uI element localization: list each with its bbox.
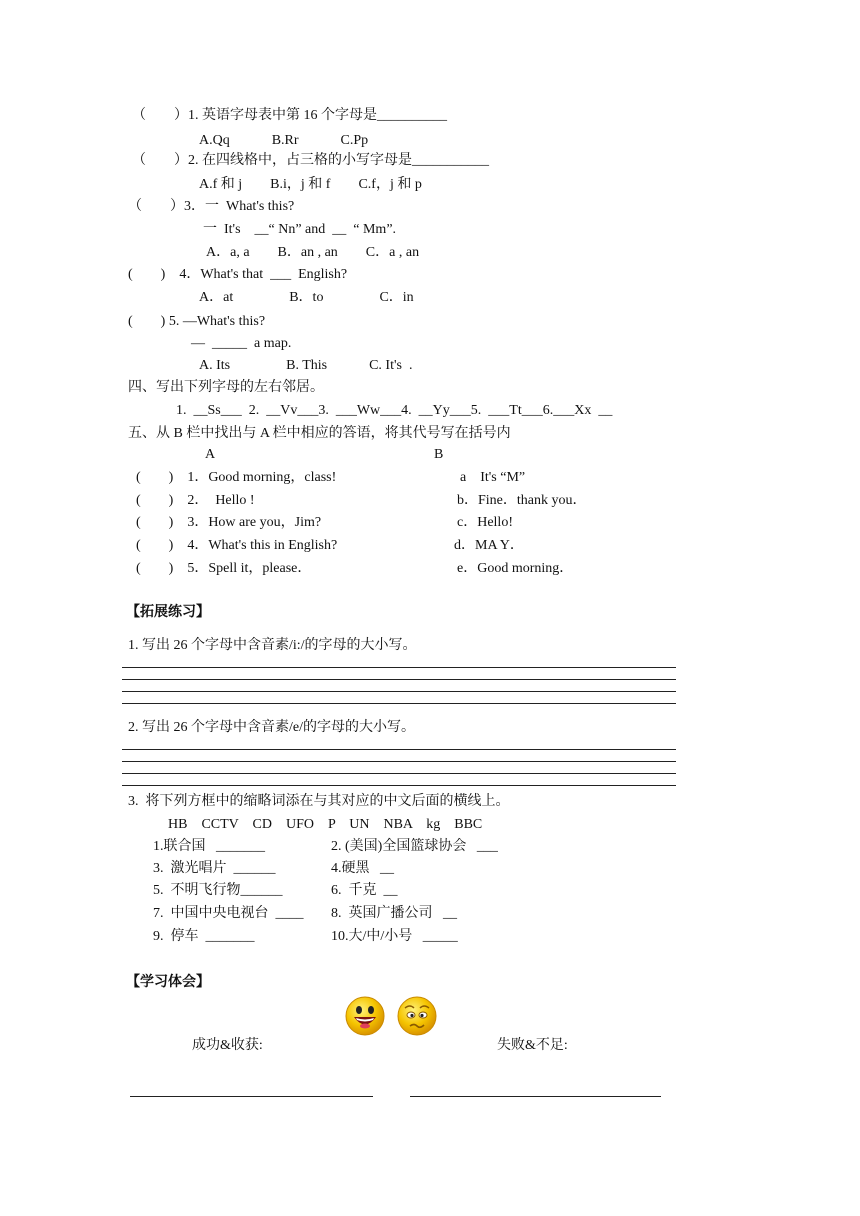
pair-left-4: 7. 中国中央电视台 ____	[153, 906, 304, 921]
question-5-options: A. Its B. This C. It's .	[199, 358, 413, 373]
section-5-title: 五、从 B 栏中找出与 A 栏中相应的答语，将其代号写在括号内	[128, 426, 511, 441]
match-left-3: ( ) 3．How are you，Jim?	[136, 515, 322, 530]
match-left-2: ( ) 2． Hello !	[136, 493, 255, 508]
question-3-answer: 一 It's __“ Nn” and __ “ Mm”.	[203, 222, 397, 237]
pair-right-5: 10.大/中/小号 _____	[331, 929, 458, 944]
answer-line	[122, 679, 676, 680]
pair-left-3: 5. 不明飞行物______	[153, 883, 283, 898]
success-answer-line	[130, 1096, 373, 1097]
section-4-title: 四、写出下列字母的左右邻居。	[128, 380, 324, 395]
pair-right-3: 6. 千克 __	[331, 883, 398, 898]
extension-q2: 2. 写出 26 个字母中含音素/e/的字母的大小写。	[128, 720, 415, 735]
answer-line	[122, 749, 676, 750]
pair-left-2: 3. 激光唱片 ______	[153, 861, 276, 876]
confused-face-icon	[397, 996, 437, 1036]
match-right-e: e．Good morning．	[457, 561, 574, 576]
question-3: （ ）3．一 What's this?	[128, 199, 295, 214]
question-5: ( ) 5. —What's this?	[128, 314, 266, 329]
pair-left-5: 9. 停车 _______	[153, 929, 255, 944]
match-left-5: ( ) 5．Spell it，please．	[136, 561, 312, 576]
match-right-d: d．MA Y．	[454, 538, 524, 553]
question-2: （ ）2. 在四线格中，占三格的小写字母是___________	[132, 153, 489, 168]
pair-right-4: 8. 英国广播公司 __	[331, 906, 457, 921]
extension-q1: 1. 写出 26 个字母中含音素/i:/的字母的大小写。	[128, 638, 417, 653]
answer-line	[122, 667, 676, 668]
happy-face-icon	[345, 996, 385, 1036]
column-a-header: A	[205, 447, 216, 462]
pair-left-1: 1.联合国 _______	[153, 839, 265, 854]
column-b-header: B	[434, 447, 444, 462]
pair-right-2: 4.硬黑 __	[331, 861, 394, 876]
pair-right-1: 2. (美国)全国篮球协会 ___	[331, 839, 498, 854]
reflection-title: 【学习体会】	[126, 975, 210, 990]
question-1-options: A.Qq B.Rr C.Pp	[199, 133, 369, 148]
failure-answer-line	[410, 1096, 661, 1097]
match-right-b: b．Fine．thank you．	[457, 493, 587, 508]
question-1: （ ）1. 英语字母表中第 16 个字母是__________	[132, 108, 447, 123]
extension-q3: 3. 将下列方框中的缩略词添在与其对应的中文后面的横线上。	[128, 794, 510, 809]
question-4: ( ) 4．What's that ___ English?	[128, 267, 348, 282]
answer-line	[122, 761, 676, 762]
section-4-items: 1. __Ss___ 2. __Vv___3. ___Ww___4. __Yy___5. ___Tt___6.___Xx __	[176, 403, 613, 418]
abbreviation-box: HB CCTV CD UFO P UN NBA kg BBC	[168, 817, 483, 832]
question-3-options: A．a, a B．an , an C．a , an	[206, 245, 420, 260]
answer-line	[122, 773, 676, 774]
match-left-1: ( ) 1．Good morning，class!	[136, 470, 337, 485]
answer-line	[122, 785, 676, 786]
match-left-4: ( ) 4．What's this in English?	[136, 538, 338, 553]
success-label: 成功&收获:	[192, 1038, 263, 1053]
extension-title: 【拓展练习】	[126, 605, 210, 620]
failure-label: 失败&不足:	[497, 1038, 568, 1053]
question-5-answer: — _____ a map.	[191, 336, 292, 351]
match-right-a: a It's “M”	[460, 470, 526, 485]
match-right-c: c．Hello!	[457, 515, 513, 530]
answer-line	[122, 691, 676, 692]
question-2-options: A.f 和 j B.i，j 和 f C.f，j 和 p	[199, 177, 422, 192]
question-4-options: A．at B．to C．in	[199, 290, 414, 305]
answer-line	[122, 703, 676, 704]
